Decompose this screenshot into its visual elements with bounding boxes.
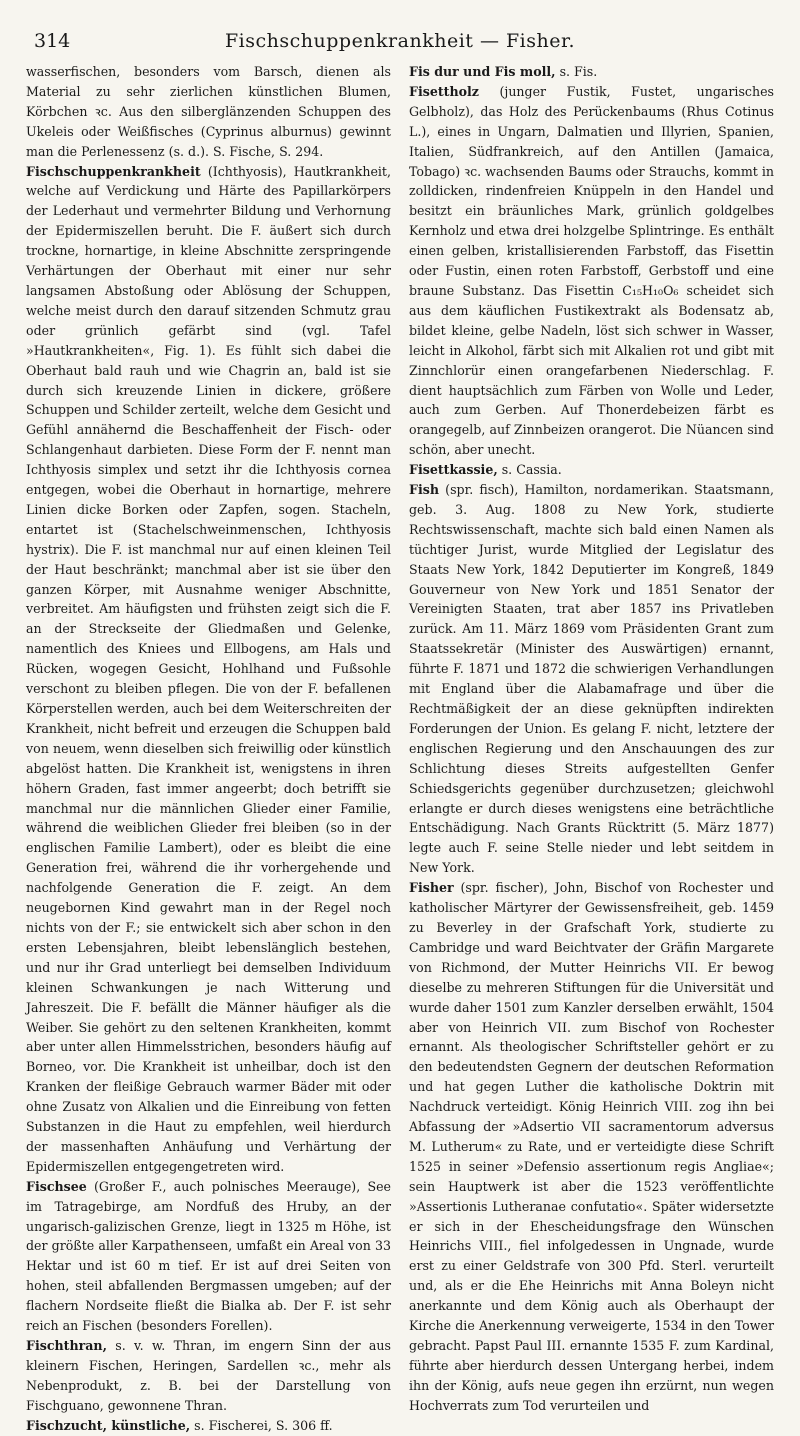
entry-fischzucht (26, 1416, 391, 1436)
running-title: Fischschuppenkrankheit — Fisher. (224, 30, 576, 52)
continued-paragraph: wasserfischen, besonders vom Barsch, dienen als Material zu sehr zierlichen künstlichen Blumen, Körbchen ꝛc. Aus den silberglänzenden Schuppen des Ukeleis oder Weißfisches (Cyprinus alburnus) gewinnt man die Perlenessenz (s. d.). S. Fische, S. 294. (26, 64, 391, 159)
headword: Fisher (409, 880, 454, 896)
entry-fis-dur (409, 62, 774, 82)
entry-text: s. Fis. (555, 64, 598, 79)
entry-text: s. Cassia. (497, 462, 562, 478)
right-column (409, 62, 774, 1413)
headword: Fisettholz (409, 83, 479, 99)
text-columns (26, 62, 774, 1433)
entry-fischthran (26, 1336, 391, 1416)
page-header (26, 22, 774, 62)
entry-text: (spr. fischer), John, Bischof von Rochester und katholischer Märtyrer der Gewissensfreiheit, geb. 1459 zu Beverley in der Grafschaft York, studierte zu Cambridge und ward Beichtvater der Gräfin Margarete von Richmond, der Mutter Heinrichs VII. Er bewog dieselbe zu mehreren Stiftungen für die Universität und wurde daher 1501 zum Kanzler derselben erwählt, 1504 aber von Heinrich VII. zum Bischof von Rochester ernannt. Als theologischer Schriftsteller gehört er zu den bedeutendsten Gegnern der deutschen Reformation und hat gegen Luther die katholische Doktrin mit Nachdruck verteidigt. König Heinrich VIII. zog ihn bei Abfassung der »Adsertio VII sacramentorum adversus M. Lutherum« zu Rate, und er verteidigte diese Schrift 1525 in seiner »Defensio assertionum regis Angliae«; sein Hauptwerk ist aber die 1523 veröffentlichte »Assertionis Lutheranae confutatio«. Später widersetzte er sich in der Ehescheidungsfrage den Wünschen Heinrichs VIII., fiel infolgedessen in Ungnade, wurde erst zu einer Geldstrafe von 300 Pfd. Sterl. verurteilt und, als er die Ehe Heinrichs mit Anna Boleyn nicht anerkannte und dem König auch als Oberhaupt der Kirche die Anerkennung verweigerte, 1534 in den Tower gebracht. Papst Paul III. ernannte 1535 F. zum Kardinal, führte aber hierdurch dessen Untergang herbei, indem ihn der König, aufs neue gegen ihn erzürnt, nun wegen Hochverrats zum Tod verurteilen und (409, 880, 774, 1413)
entry-fisettholz (409, 82, 774, 460)
headword: Fischzucht, künstliche, (26, 1417, 191, 1433)
headword: Fischthran, (26, 1338, 107, 1353)
entry-fischsee (26, 1177, 391, 1336)
entry-text: s. Fischerei, S. 306 ff. (190, 1417, 333, 1433)
headword: Fischschuppenkrankheit (26, 163, 201, 179)
entry-fisettkassie (409, 460, 774, 480)
entry-fish (409, 480, 774, 878)
entry-fisher (409, 878, 774, 1415)
entry-text: s. v. w. Thran, im engern Sinn der aus kleinern Fischen, Heringen, Sardellen ꝛc., mehr als Nebenprodukt, z. B. bei der Darstellung von Fischguano, gewonnene Thran. (26, 1338, 391, 1413)
left-column (26, 62, 391, 1433)
entry-fischschuppenkrankheit (26, 162, 391, 1177)
headword: Fisettkassie, (409, 462, 498, 478)
headword: Fish (409, 482, 439, 498)
entry-text: (spr. fisch), Hamilton, nordamerikan. Staatsmann, geb. 3. Aug. 1808 zu New York, studierte Rechtswissenschaft, machte sich bald einen Namen als tüchtiger Jurist, wurde Mitglied der Legislatur des Staats New York, 1842 Deputierter im Kongreß, 1849 Gouverneur von New York und 1851 Senator der Vereinigten Staaten, trat aber 1857 ins Privatleben zurück. Am 11. März 1869 vom Präsidenten Grant zum Staatssekretär (Minister des Auswärtigen) ernannt, führte F. 1871 und 1872 die schwierigen Verhandlungen mit England über die Alabamafrage und über die Rechtmäßigkeit der an diese geknüpften indirekten Forderungen der Union. Es gelang F. nicht, letztere der englischen Regierung und den Anschauungen des zur Schlichtung dieses Streits aufgestellten Genfer Schiedsgerichts gegenüber durchzusetzen; gleichwohl erlangte er durch dieses wenigstens eine beträchtliche Entschädigung. Nach Grants Rücktritt (5. März 1877) legte auch F. seine Stelle nieder und lebt seitdem in New York. (409, 482, 774, 876)
headword: Fischsee (26, 1178, 87, 1194)
entry-text: (Ichthyosis), Hautkrankheit, welche auf Verdickung und Härte des Papillarkörpers der Lederhaut und vermehrter Bildung und Verhornung der Epidermiszellen beruht. Die F. äußert sich durch trockne, hornartige, in kleine Abschnitte zerspringende Verhärtungen der Oberhaut mit einer nur sehr langsamen Abstoßung oder Ablösung der Schuppen, welche meist durch den darauf sitzenden Schmutz grau oder grünlich gefärbt sind (vgl. Tafel »Hautkrankheiten«, Fig. 1). Es fühlt sich dabei die Oberhaut bald rauh und wie Chagrin an, bald ist sie durch sich kreuzende Linien in dickere, größere Schuppen und Schilder zerteilt, welche dem Gesicht und Gefühl annähernd die Beschaffenheit der Fisch- oder Schlangenhaut darbieten. Diese Form der F. nennt man Ichthyosis simplex und setzt ihr die Ichthyosis cornea entgegen, wobei die Oberhaut in hornartige, mehrere Linien dicke Borken oder Zapfen, sogen. Stacheln, entartet ist (Stachelschweinmenschen, Ichthyosis hystrix). Die F. ist manchmal nur auf einen kleinen Teil der Haut beschränkt; manchmal aber ist sie über den ganzen Körper, mit Ausnahme weniger Abschnitte, verbreitet. Am häufigsten und frühsten zeigt sich die F. an der Streckseite der Gliedmaßen und Gelenke, namentlich des Kniees und Ellbogens, am Hals und Rücken, wogegen Gesicht, Hohlhand und Fußsohle verschont zu bleiben pflegen. Die von der F. befallenen Körperstellen werden, auch bei dem Weiterschreiten der Krankheit, nicht befreit und erzeugen die Schuppen bald von neuem, wenn dieselben sich freiwillig oder künstlich abgelöst hatten. Die Krankheit ist, wenigstens in ihren höhern Graden, fast immer angeerbt; doch betrifft sie manchmal nur die männlichen Glieder einer Familie, während die weiblichen Glieder frei bleiben (so in der englischen Familie Lambert), oder es bleibt die eine Generation frei, während die ihr vorhergehende und nachfolgende Generation die F. zeigt. An dem neugebornen Kind gewahrt man in der Regel noch nichts von der F.; sie entwickelt sich aber schon in den ersten Lebensjahren, bleibt lebenslänglich bestehen, und nur ihr Grad unterliegt bei demselben Individuum kleinen Schwankungen je nach Witterung und Jahreszeit. Die F. befällt die Männer häufiger als die Weiber. Sie gehört zu den seltenen Krankheiten, kommt aber unter allen Himmelsstrichen, besonders häufig auf Borneo, vor. Die Krankheit ist unheilbar, doch ist den Kranken der fleißige Gebrauch warmer Bäder mit oder ohne Zusatz von Alkalien und die Einreibung von fetten Substanzen in die Haut zu empfehlen, weil hierdurch der massenhaften Anhäufung und Verhärtung der Epidermiszellen entgegengetreten wird. (26, 163, 391, 1174)
entry-text: (junger Fustik, Fustet, ungarisches Gelbholz), das Holz des Perückenbaums (Rhus Cotinus L.), eines in Ungarn, Dalmatien und Illyrien, Spanien, Italien, Südfrankreich, auf den Antillen (Jamaica, Tobago) ꝛc. wachsenden Baums oder Strauchs, kommt in zolldicken, rindenfreien Knüppeln in den Handel und besitzt ein bräunliches Mark, grünlich goldgelbes Kernholz und etwa drei holzgelbe Splintringe. Es enthält einen gelben, kristallisierenden Farbstoff, das Fisettin oder Fustin, einen roten Farbstoff, Gerbstoff und eine braune Substanz. Das Fisettin C₁₅H₁₀O₆ scheidet sich aus dem käuflichen Fustikextrakt als Bodensatz ab, bildet kleine, gelbe Nadeln, löst sich schwer in Wasser, leicht in Alkohol, färbt sich mit Alkalien rot und gibt mit Zinnchlorür einen orangefarbenen Niederschlag. F. dient hauptsächlich zum Färben von Wolle und Leder, auch zum Gerben. Auf Thonerdebeizen färbt es orangegelb, auf Zinnbeizen orangerot. Die Nüancen sind schön, aber unecht. (409, 83, 774, 458)
headword: Fis dur und Fis moll, (409, 64, 556, 79)
entry-text: (Großer F., auch polnisches Meerauge), See im Tatragebirge, am Nordfuß des Hruby, an der ungarisch-galizischen Grenze, liegt in 1325 m Höhe, ist der größte aller Karpathenseen, umfaßt ein Areal von 33 Hektar und ist 60 m tief. Er ist auf drei Seiten von hohen, steil abfallenden Bergmassen umgeben; auf der flachern Nordseite fließt die Bialka ab. Der F. ist sehr reich an Fischen (besonders Forellen). (26, 1178, 391, 1334)
page-number: 314 (34, 30, 71, 52)
